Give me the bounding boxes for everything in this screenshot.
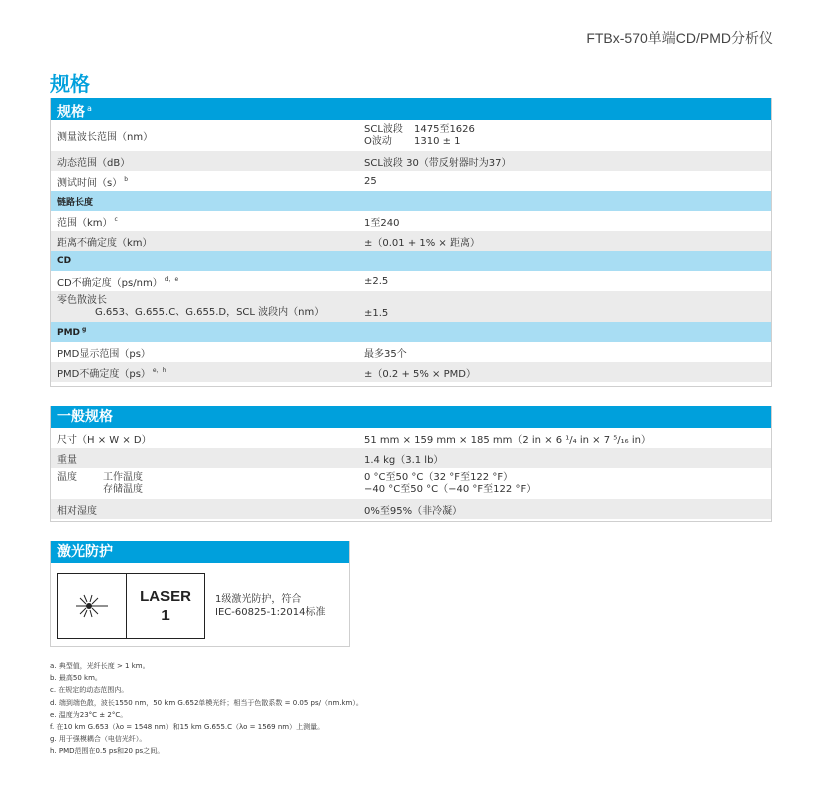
row-value: 1.4 kg（3.1 lb） [364, 454, 444, 466]
laser-section-title: 激光防护 [57, 544, 113, 560]
subheading-text: 链路长度 [57, 197, 94, 208]
row-label-text: 尺寸（H × W × D） [57, 434, 152, 446]
spec-row [51, 231, 771, 251]
row-sublabels [77, 472, 143, 496]
row-label [51, 154, 364, 169]
row-label-text: 距离不确定度（km） [57, 237, 153, 249]
subheading-label [51, 326, 364, 338]
row-label [51, 502, 364, 517]
laser-class-line1: LASER [140, 588, 191, 605]
laser-section [50, 541, 350, 647]
laser-description-line1: 1级激光防护，符合 [215, 594, 302, 605]
row-value: ±1.5 [364, 308, 389, 319]
value-line [364, 124, 771, 136]
laser-radiation-icon [58, 574, 127, 638]
value-line: −40 °C至50 °C（−40 °F至122 °F） [364, 483, 537, 495]
subheading-text: CD [57, 256, 72, 266]
subheading-row [51, 191, 771, 211]
row-value: SCL波段 30（带反射器时为37） [364, 157, 512, 169]
spec-section-header [51, 98, 771, 120]
row-label-text: 零色散波长 [57, 294, 107, 306]
row-value: 最多35个 [364, 348, 407, 360]
value-band: O波动 [364, 135, 392, 147]
value-number: 1475至1626 [414, 123, 475, 135]
footnote-line: c. 在规定的动态范围内。 [50, 686, 129, 695]
row-label [51, 431, 364, 446]
value-band: SCL波段 [364, 123, 403, 135]
footnote-ref: b [124, 176, 129, 184]
laser-class-line2: 1 [161, 607, 170, 624]
general-section [50, 406, 772, 522]
row-value [364, 470, 771, 498]
row-value: ±2.5 [364, 275, 389, 287]
footnote-line: g. 用于强模耦合（电信光纤）。 [50, 735, 147, 744]
row-label [51, 365, 364, 380]
row-label [51, 470, 364, 498]
laser-description [215, 593, 325, 619]
row-value: 0%至95%（非冷凝） [364, 505, 463, 517]
spec-section [50, 98, 772, 387]
footnote-line: e. 温度为23°C ± 2°C。 [50, 710, 128, 719]
row-label-text: 测试时间（s） [57, 177, 123, 189]
laser-description-line2: IEC-60825-1:2014标准 [215, 607, 326, 618]
row-value: 1至240 [364, 217, 400, 229]
spec-row [51, 151, 771, 171]
row-value: ±（0.2 + 5% × PMD） [364, 368, 476, 380]
row-label-text: 范围（km） [57, 217, 113, 229]
footnotes [50, 660, 363, 758]
spec-row [51, 362, 771, 382]
row-value [364, 122, 771, 150]
row-sublabel: 工作温度 [103, 471, 143, 483]
row-label [51, 345, 364, 360]
subheading-label [51, 256, 364, 266]
footnote-ref: e，h [152, 367, 167, 375]
subheading-row [51, 322, 771, 342]
subheading-label [51, 195, 364, 208]
subheading-text: PMD [57, 328, 81, 338]
row-value: ±（0.01 + 1% × 距离） [364, 237, 480, 249]
row-label-text: PMD不确定度（ps） [57, 368, 151, 380]
footnote-ref: g [82, 326, 87, 333]
spec-row [51, 468, 771, 499]
footnote-line: b. 最高50 km。 [50, 674, 102, 683]
general-section-header [51, 406, 771, 428]
subheading-row [51, 251, 771, 271]
row-label-text: CD不确定度（ps/nm） [57, 277, 163, 289]
row-label [51, 128, 364, 143]
row-sublabel: 存储温度 [103, 483, 143, 495]
page-title: 规格 [50, 72, 90, 96]
laser-class-text [127, 574, 204, 638]
footnote-ref: c [114, 216, 118, 224]
row-label [51, 293, 364, 321]
row-label-text: 测量波长范围（nm） [57, 132, 154, 143]
footnote-line: a. 典型值，光纤长度 > 1 km。 [50, 662, 150, 670]
value-line [364, 136, 771, 148]
value-number: 1310 ± 1 [414, 135, 461, 147]
row-value: 25 [364, 175, 377, 187]
row-label [51, 451, 364, 466]
value-line: 0 °C至50 °C（32 °F至122 °F） [364, 471, 514, 483]
footnote-line: h. PMD范围在0.5 ps和20 ps之间。 [50, 747, 165, 756]
row-label-subtext: G.653、G.655.C、G.655.D，SCL 波段内（nm） [95, 306, 325, 318]
document-header: FTBx-570单端CD/PMD分析仪 [586, 30, 773, 46]
footnote-line: f. 在10 km G.653（λo = 1548 nm）和15 km G.655.C（λo = 1569 nm）上测量。 [50, 723, 325, 732]
row-label [51, 214, 364, 229]
spec-row [51, 291, 771, 322]
footnote-line: d. 端到端色散，波长1550 nm，50 km G.652单模光纤；相当于色散系数 = 0.05 ps/（nm.km）。 [50, 698, 363, 707]
footnote-ref: d，e [164, 276, 179, 284]
spec-row [51, 171, 771, 191]
general-rows [51, 428, 771, 519]
laser-section-header [51, 541, 349, 563]
row-label [51, 274, 364, 289]
spec-section-title: 规格 [57, 104, 85, 121]
row-label-text: 动态范围（dB） [57, 157, 131, 169]
spec-rows [51, 120, 771, 382]
spec-row [51, 271, 771, 291]
spec-row [51, 211, 771, 231]
row-label-text: 重量 [57, 454, 77, 466]
spec-row [51, 342, 771, 362]
row-label-text: 温度 [57, 471, 77, 483]
spec-row [51, 120, 771, 151]
spec-row [51, 499, 771, 519]
row-label [51, 234, 364, 249]
spec-row [51, 448, 771, 468]
footnote-ref: a [87, 104, 92, 113]
row-value: 51 mm × 159 mm × 185 mm（2 in × 6 ¹/₄ in × 7 ⁵/₁₆ in） [364, 434, 651, 446]
general-section-title: 一般规格 [57, 409, 113, 425]
spec-row [51, 428, 771, 448]
laser-class-label [57, 573, 205, 639]
row-label [51, 174, 364, 189]
row-label-text: 相对湿度 [57, 505, 97, 517]
row-label-text: PMD显示范围（ps） [57, 348, 151, 360]
